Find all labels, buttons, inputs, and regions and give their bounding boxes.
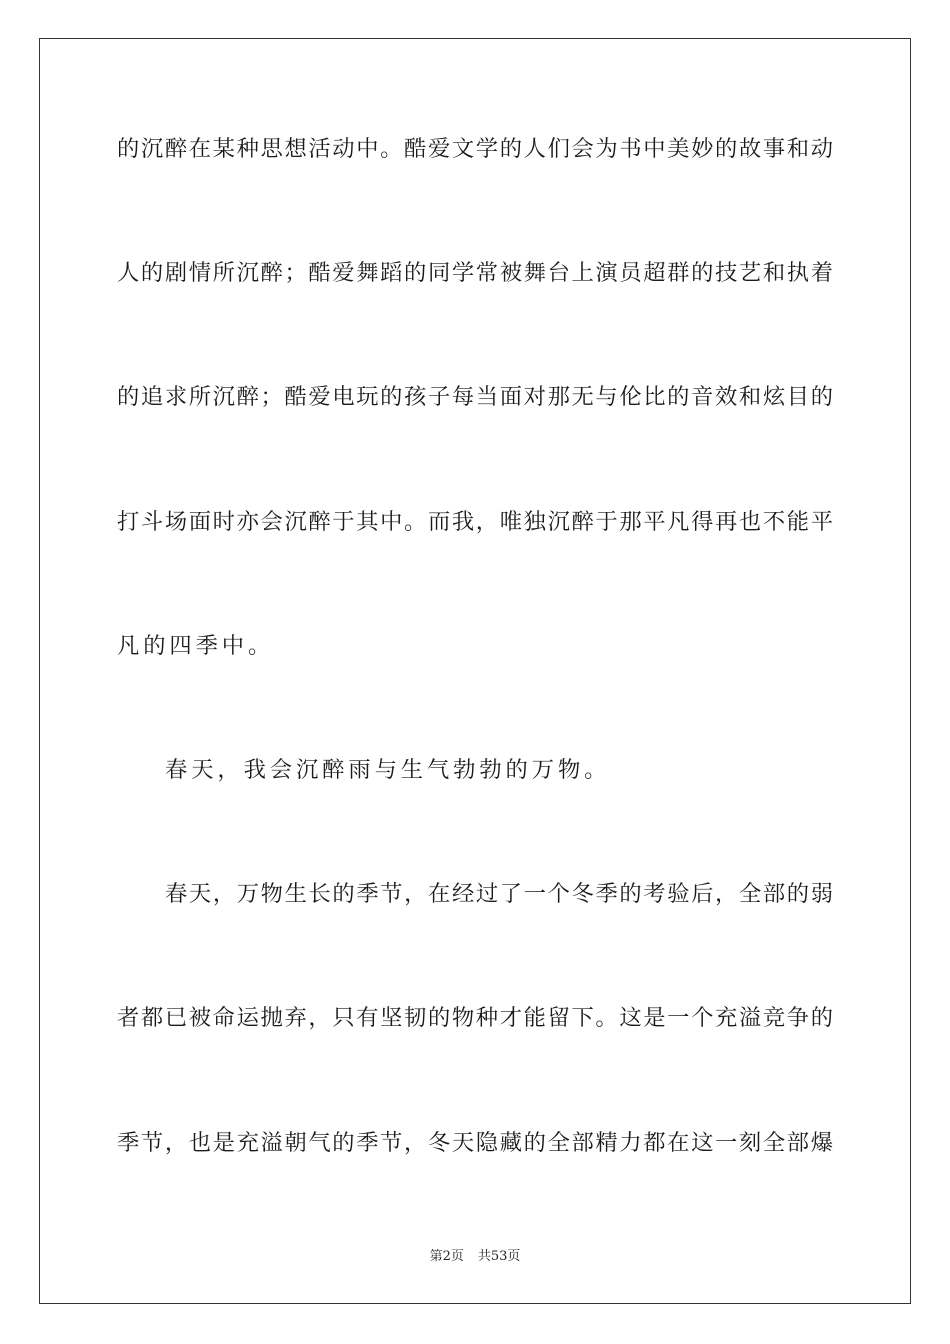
body-text-line-4: 打斗场面时亦会沉醉于其中。而我，唯独沉醉于那平凡得再也不能平 [117, 509, 833, 535]
body-text-line-6: 春天，我会沉醉雨与生气勃勃的万物。 [165, 757, 611, 783]
body-text-line-5: 凡的四季中。 [117, 633, 275, 659]
body-text-line-8: 者都已被命运抛弃，只有坚韧的物种才能留下。这是一个充溢竞争的 [117, 1005, 833, 1031]
body-text-line-1: 的沉醉在某种思想活动中。酷爱文学的人们会为书中美妙的故事和动 [117, 136, 833, 162]
page-total: 共53页 [477, 1249, 521, 1264]
body-text-line-7: 春天，万物生长的季节，在经过了一个冬季的考验后，全部的弱 [165, 881, 833, 907]
body-text-line-3: 的追求所沉醉；酷爱电玩的孩子每当面对那无与伦比的音效和炫目的 [117, 384, 833, 410]
page-number: 第2页 [429, 1249, 464, 1264]
page-border [39, 38, 911, 1304]
body-text-line-9: 季节，也是充溢朝气的季节，冬天隐藏的全部精力都在这一刻全部爆 [117, 1130, 833, 1156]
body-text-line-2: 人的剧情所沉醉；酷爱舞蹈的同学常被舞台上演员超群的技艺和执着 [117, 260, 833, 286]
page-footer [0, 1248, 950, 1266]
